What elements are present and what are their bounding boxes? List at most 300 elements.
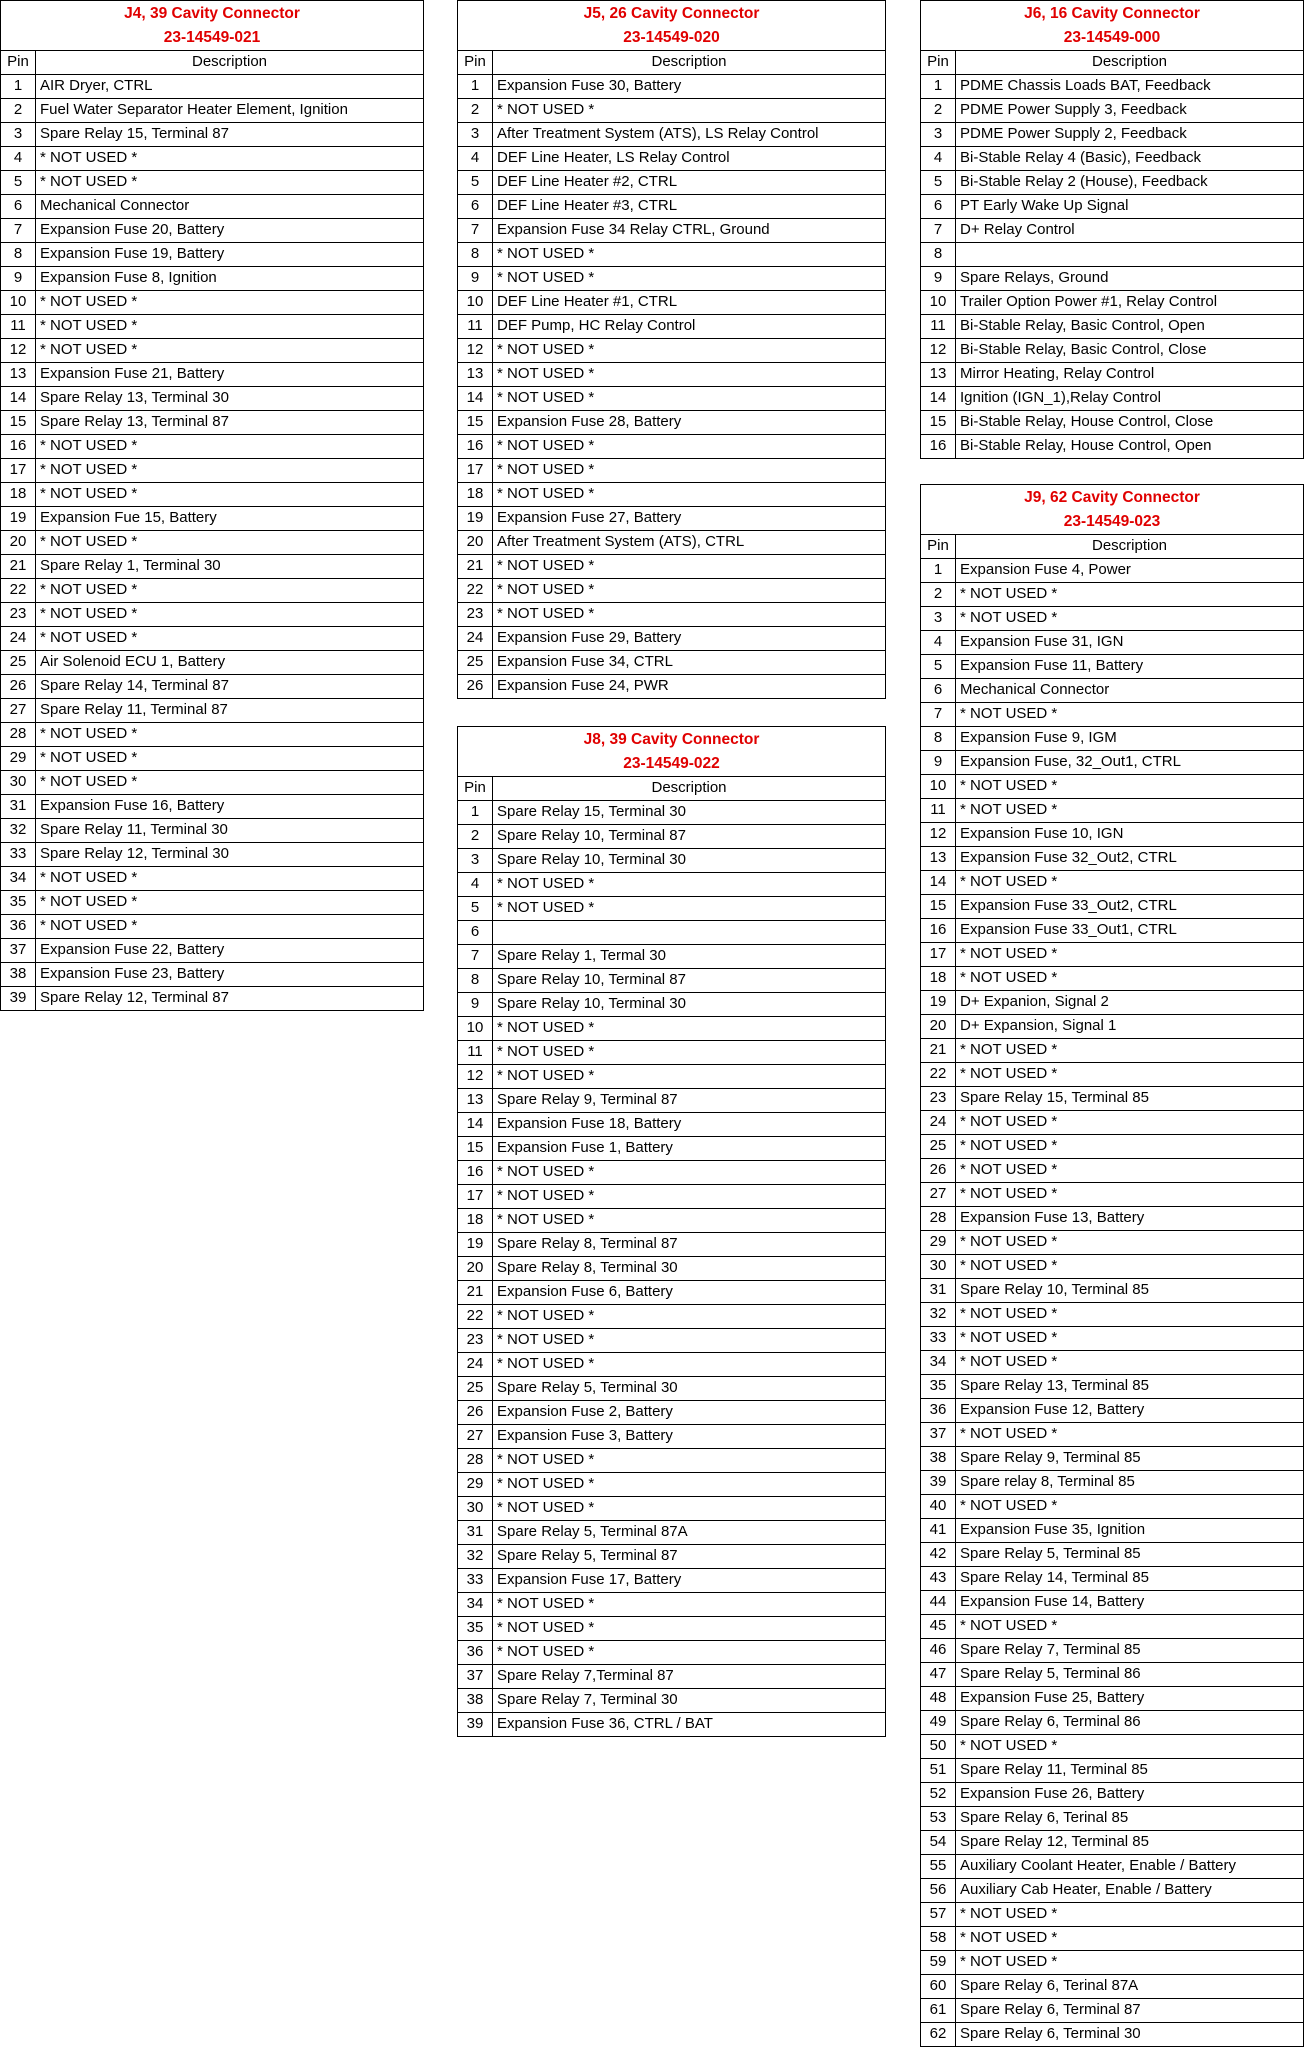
pin-number: 23	[921, 1087, 956, 1110]
pin-description: Expansion Fuse 29, Battery	[497, 629, 682, 646]
pin-row	[458, 291, 885, 315]
description-column-header: Description	[1091, 537, 1168, 554]
pin-number: 13	[458, 1089, 493, 1112]
pin-row	[921, 1927, 1303, 1951]
pin-description: * NOT USED *	[497, 269, 595, 286]
pin-number: 1	[458, 801, 493, 824]
pin-number: 20	[921, 1015, 956, 1038]
pin-description: * NOT USED *	[497, 437, 595, 454]
pin-number: 7	[921, 219, 956, 242]
pin-number: 2	[458, 99, 493, 122]
pin-number: 19	[921, 991, 956, 1014]
pin-row	[921, 1471, 1303, 1495]
pin-description: * NOT USED *	[497, 1163, 595, 1180]
pin-description: Spare Relay 11, Terminal 87	[40, 701, 228, 718]
pin-rows	[921, 559, 1303, 2047]
pin-row	[921, 1423, 1303, 1447]
pin-description: Expansion Fuse 30, Battery	[497, 77, 682, 94]
connector-title: J8, 39 Cavity Connector	[583, 730, 760, 748]
pin-description: * NOT USED *	[40, 317, 138, 334]
pin-number: 4	[458, 873, 493, 896]
pin-number: 13	[921, 847, 956, 870]
pin-description: Spare Relays, Ground	[960, 269, 1109, 286]
pin-number: 34	[921, 1351, 956, 1374]
pin-number: 5	[458, 897, 493, 920]
pin-number: 30	[1, 771, 36, 794]
pin-row	[458, 1329, 885, 1353]
pin-row	[458, 1161, 885, 1185]
pin-row	[458, 1665, 885, 1689]
connector-title: J5, 26 Cavity Connector	[583, 4, 760, 22]
connector-part-number: 23-14549-023	[1063, 512, 1161, 530]
pin-row	[921, 75, 1303, 99]
pin-number: 30	[458, 1497, 493, 1520]
pin-row	[921, 1951, 1303, 1975]
pin-row	[1, 771, 423, 795]
pin-description: Spare Relay 8, Terminal 87	[497, 1235, 678, 1252]
pin-column-header: Pin	[458, 777, 493, 800]
pin-description: * NOT USED *	[40, 437, 138, 454]
pin-description: Mechanical Connector	[960, 681, 1110, 698]
pin-number: 20	[458, 531, 493, 554]
pin-row	[458, 1593, 885, 1617]
pin-row	[921, 703, 1303, 727]
pin-description: Spare Relay 5, Terminal 30	[497, 1379, 678, 1396]
pin-number: 10	[921, 291, 956, 314]
pin-description: Spare Relay 6, Terminal 87	[960, 2001, 1141, 2018]
pin-description: * NOT USED *	[40, 749, 138, 766]
pin-number: 2	[1, 99, 36, 122]
pin-row	[921, 1063, 1303, 1087]
connector-table-j6	[920, 0, 1304, 459]
pin-description: * NOT USED *	[40, 869, 138, 886]
pin-number: 44	[921, 1591, 956, 1614]
pin-description: * NOT USED *	[960, 1305, 1058, 1322]
pin-description: Spare Relay 10, Terminal 30	[497, 851, 686, 868]
pin-rows	[458, 75, 885, 699]
pin-row	[1, 267, 423, 291]
pin-row	[921, 631, 1303, 655]
pin-number: 53	[921, 1807, 956, 1830]
pin-row	[921, 1711, 1303, 1735]
pin-number: 25	[458, 651, 493, 674]
pin-number: 16	[921, 435, 956, 458]
pin-number: 41	[921, 1519, 956, 1542]
pin-row	[458, 1233, 885, 1257]
pin-number: 25	[1, 651, 36, 674]
pin-description: * NOT USED *	[960, 1137, 1058, 1154]
pin-row	[921, 171, 1303, 195]
column-header-row	[921, 535, 1303, 559]
pin-description: Air Solenoid ECU 1, Battery	[40, 653, 226, 670]
pin-description: Mechanical Connector	[40, 197, 190, 214]
pin-number: 36	[1, 915, 36, 938]
pin-row	[921, 559, 1303, 583]
pin-description: Expansion Fuse 36, CTRL / BAT	[497, 1715, 713, 1732]
pin-row	[1, 915, 423, 939]
pin-number: 23	[458, 1329, 493, 1352]
pin-number: 55	[921, 1855, 956, 1878]
connector-header	[458, 727, 885, 777]
pin-row	[458, 675, 885, 699]
pin-number: 1	[921, 559, 956, 582]
pin-description: * NOT USED *	[40, 581, 138, 598]
pin-description: Spare Relay 7, Terminal 85	[960, 1641, 1141, 1658]
pin-number: 15	[921, 411, 956, 434]
pin-number: 40	[921, 1495, 956, 1518]
pin-description: * NOT USED *	[960, 777, 1058, 794]
pin-row	[458, 339, 885, 363]
pin-row	[458, 1689, 885, 1713]
pin-number: 60	[921, 1975, 956, 1998]
pin-row	[458, 1641, 885, 1665]
pin-description: * NOT USED *	[497, 581, 595, 598]
pin-row	[921, 1015, 1303, 1039]
pin-description: Spare Relay 12, Terminal 87	[40, 989, 229, 1006]
pin-number: 28	[458, 1449, 493, 1472]
pin-description: Spare Relay 11, Terminal 30	[40, 821, 228, 838]
pin-row	[921, 1039, 1303, 1063]
pin-row	[921, 1159, 1303, 1183]
pin-row	[458, 459, 885, 483]
pin-description: PDME Chassis Loads BAT, Feedback	[960, 77, 1211, 94]
pin-row	[921, 339, 1303, 363]
pin-row	[1, 507, 423, 531]
pin-description: Expansion Fuse 33_Out1, CTRL	[960, 921, 1177, 938]
pin-number: 14	[921, 871, 956, 894]
pin-number: 3	[458, 123, 493, 146]
connector-part-number: 23-14549-021	[163, 28, 261, 46]
pin-row	[921, 2023, 1303, 2047]
pin-description: Spare Relay 5, Terminal 86	[960, 1665, 1141, 1682]
pin-description: * NOT USED *	[40, 629, 138, 646]
pin-number: 10	[1, 291, 36, 314]
pin-description: Expansion Fuse 13, Battery	[960, 1209, 1145, 1226]
pin-description: DEF Pump, HC Relay Control	[497, 317, 696, 334]
pin-description: * NOT USED *	[497, 1451, 595, 1468]
pin-description: Spare Relay 13, Terminal 85	[960, 1377, 1149, 1394]
pin-number: 20	[458, 1257, 493, 1280]
pin-number: 18	[458, 1209, 493, 1232]
pin-row	[458, 1377, 885, 1401]
pin-row	[458, 1017, 885, 1041]
pin-description	[956, 243, 1303, 266]
pin-number: 16	[458, 435, 493, 458]
pin-row	[921, 607, 1303, 631]
pin-number: 33	[1, 843, 36, 866]
pin-number: 13	[921, 363, 956, 386]
pin-number: 39	[1, 987, 36, 1010]
pin-number: 27	[458, 1425, 493, 1448]
pin-column-header: Pin	[1, 51, 36, 74]
pin-row	[458, 579, 885, 603]
pin-description: * NOT USED *	[497, 605, 595, 622]
pin-row	[458, 801, 885, 825]
pin-number: 17	[458, 1185, 493, 1208]
pin-number: 54	[921, 1831, 956, 1854]
pin-number: 57	[921, 1903, 956, 1926]
pin-description: Expansion Fuse 24, PWR	[497, 677, 669, 694]
pin-description: Trailer Option Power #1, Relay Control	[960, 293, 1218, 310]
pin-number: 26	[1, 675, 36, 698]
column-header-row	[458, 51, 885, 75]
pin-description: Spare Relay 7,Terminal 87	[497, 1667, 674, 1684]
pin-row	[1, 243, 423, 267]
pin-row	[1, 747, 423, 771]
pin-row	[1, 603, 423, 627]
pin-row	[458, 243, 885, 267]
pin-number: 11	[921, 315, 956, 338]
pin-number: 14	[921, 387, 956, 410]
pin-row	[458, 1305, 885, 1329]
pin-number: 15	[458, 1137, 493, 1160]
pin-description: * NOT USED *	[497, 1475, 595, 1492]
pin-description: Auxiliary Coolant Heater, Enable / Battery	[960, 1857, 1236, 1874]
pin-number: 48	[921, 1687, 956, 1710]
pin-number: 39	[458, 1713, 493, 1736]
pin-number: 8	[921, 727, 956, 750]
connector-header	[1, 1, 423, 51]
pin-row	[458, 1713, 885, 1737]
pin-row	[1, 987, 423, 1011]
pin-number: 20	[1, 531, 36, 554]
pin-number: 21	[458, 1281, 493, 1304]
pin-number: 14	[458, 387, 493, 410]
pin-number: 17	[458, 459, 493, 482]
pin-description: * NOT USED *	[40, 893, 138, 910]
pin-description: * NOT USED *	[40, 605, 138, 622]
pin-number: 50	[921, 1735, 956, 1758]
pin-description: Expansion Fuse 3, Battery	[497, 1427, 673, 1444]
pin-row	[921, 1447, 1303, 1471]
pin-description: DEF Line Heater #2, CTRL	[497, 173, 678, 190]
pin-row	[1, 723, 423, 747]
pin-number: 34	[458, 1593, 493, 1616]
pin-description: * NOT USED *	[960, 1953, 1058, 1970]
pin-description: AIR Dryer, CTRL	[40, 77, 153, 94]
pin-description: Spare Relay 10, Terminal 87	[497, 827, 686, 844]
pin-row	[921, 411, 1303, 435]
pin-row	[1, 363, 423, 387]
pin-description: Ignition (IGN_1),Relay Control	[960, 389, 1161, 406]
pin-row	[1, 435, 423, 459]
pin-description: Expansion Fuse 34 Relay CTRL, Ground	[497, 221, 770, 238]
pin-number: 7	[458, 945, 493, 968]
pin-number: 16	[1, 435, 36, 458]
pin-row	[458, 267, 885, 291]
pin-number: 11	[458, 1041, 493, 1064]
connector-table-j8	[457, 726, 886, 1737]
pin-row	[921, 1495, 1303, 1519]
pin-number: 8	[458, 243, 493, 266]
pin-description: * NOT USED *	[960, 1737, 1058, 1754]
pin-description: * NOT USED *	[497, 557, 595, 574]
pin-description: * NOT USED *	[40, 173, 138, 190]
pin-description: Expansion Fuse 32_Out2, CTRL	[960, 849, 1177, 866]
pin-description: Expansion Fuse 9, IGM	[960, 729, 1117, 746]
pin-row	[921, 1639, 1303, 1663]
pin-number: 4	[1, 147, 36, 170]
pin-number: 4	[921, 147, 956, 170]
pin-number: 61	[921, 1999, 956, 2022]
pin-row	[921, 1207, 1303, 1231]
pin-number: 38	[921, 1447, 956, 1470]
pin-description: * NOT USED *	[497, 875, 595, 892]
pin-description: Spare Relay 9, Terminal 85	[960, 1449, 1141, 1466]
pin-row	[921, 123, 1303, 147]
pin-description: Spare Relay 9, Terminal 87	[497, 1091, 678, 1108]
pin-description: * NOT USED *	[497, 1067, 595, 1084]
column-header-row	[1, 51, 423, 75]
pin-number: 26	[458, 675, 493, 698]
pin-description: Expansion Fuse 2, Battery	[497, 1403, 673, 1420]
pin-number: 47	[921, 1663, 956, 1686]
pin-description: Expansion Fue 15, Battery	[40, 509, 217, 526]
pin-row	[921, 1519, 1303, 1543]
pin-row	[458, 897, 885, 921]
pin-description: * NOT USED *	[497, 1595, 595, 1612]
connector-header	[921, 1, 1303, 51]
pin-row	[458, 1209, 885, 1233]
pin-description: * NOT USED *	[497, 341, 595, 358]
pin-description: * NOT USED *	[960, 1353, 1058, 1370]
pin-number: 24	[458, 1353, 493, 1376]
pin-number: 18	[921, 967, 956, 990]
pin-description: * NOT USED *	[40, 461, 138, 478]
pin-number: 6	[1, 195, 36, 218]
pin-row	[458, 75, 885, 99]
pin-description: Bi-Stable Relay, Basic Control, Close	[960, 341, 1207, 358]
pin-number: 39	[921, 1471, 956, 1494]
pin-row	[1, 579, 423, 603]
pin-row	[1, 939, 423, 963]
pin-number: 12	[458, 1065, 493, 1088]
pin-row	[1, 555, 423, 579]
pin-number: 29	[458, 1473, 493, 1496]
pin-description: Expansion Fuse 22, Battery	[40, 941, 225, 958]
pin-number: 26	[921, 1159, 956, 1182]
pin-description: DEF Line Heater #1, CTRL	[497, 293, 678, 310]
pin-description: * NOT USED *	[497, 1043, 595, 1060]
pin-row	[1, 99, 423, 123]
pin-row	[921, 583, 1303, 607]
pin-row	[921, 727, 1303, 751]
pin-description: Expansion Fuse 12, Battery	[960, 1401, 1145, 1418]
pin-row	[921, 1567, 1303, 1591]
pin-description: Expansion Fuse 20, Battery	[40, 221, 225, 238]
pin-number: 5	[921, 655, 956, 678]
pin-description: Bi-Stable Relay 2 (House), Feedback	[960, 173, 1208, 190]
pin-description: Spare Relay 14, Terminal 87	[40, 677, 229, 694]
pin-row	[458, 1113, 885, 1137]
pin-number: 51	[921, 1759, 956, 1782]
pin-number: 15	[458, 411, 493, 434]
connector-table-j9	[920, 484, 1304, 2047]
pin-number: 9	[921, 751, 956, 774]
pin-number: 42	[921, 1543, 956, 1566]
pin-description: * NOT USED *	[960, 1257, 1058, 1274]
pin-row	[1, 339, 423, 363]
pin-description: Expansion Fuse 16, Battery	[40, 797, 225, 814]
pin-number: 12	[921, 823, 956, 846]
pin-description: Expansion Fuse 4, Power	[960, 561, 1131, 578]
pin-row	[921, 1759, 1303, 1783]
pin-rows	[458, 801, 885, 1737]
pin-row	[921, 1279, 1303, 1303]
pin-row	[921, 1231, 1303, 1255]
pin-description: Expansion Fuse 26, Battery	[960, 1785, 1145, 1802]
pin-description: Expansion Fuse 6, Battery	[497, 1283, 673, 1300]
pin-row	[1, 699, 423, 723]
pin-row	[921, 1735, 1303, 1759]
pin-number: 3	[921, 607, 956, 630]
pin-number: 9	[921, 267, 956, 290]
pin-description: Expansion Fuse 27, Battery	[497, 509, 682, 526]
pin-number: 15	[921, 895, 956, 918]
connector-part-number: 23-14549-022	[623, 754, 720, 772]
pin-number: 33	[458, 1569, 493, 1592]
pin-row	[921, 1375, 1303, 1399]
pin-rows	[921, 75, 1303, 459]
pin-description: * NOT USED *	[497, 1355, 595, 1372]
pin-row	[921, 1783, 1303, 1807]
connector-table-j4	[0, 0, 424, 1011]
pin-number: 56	[921, 1879, 956, 1902]
pin-number: 43	[921, 1567, 956, 1590]
pin-row	[1, 627, 423, 651]
pin-row	[1, 867, 423, 891]
pin-number: 6	[921, 679, 956, 702]
pin-row	[1, 75, 423, 99]
pin-description: * NOT USED *	[497, 899, 595, 916]
pin-description: * NOT USED *	[960, 705, 1058, 722]
pin-row	[458, 1185, 885, 1209]
pin-number: 37	[1, 939, 36, 962]
pin-row	[458, 1545, 885, 1569]
pin-row	[458, 99, 885, 123]
pin-description: Spare Relay 12, Terminal 85	[960, 1833, 1149, 1850]
pin-description: * NOT USED *	[960, 1233, 1058, 1250]
pin-number: 21	[1, 555, 36, 578]
pin-number: 28	[921, 1207, 956, 1230]
pin-number: 36	[921, 1399, 956, 1422]
pin-row	[1, 483, 423, 507]
pin-description: * NOT USED *	[960, 873, 1058, 890]
pin-number: 8	[458, 969, 493, 992]
pin-description: Expansion Fuse 28, Battery	[497, 413, 682, 430]
pin-description: * NOT USED *	[497, 1643, 595, 1660]
pin-description: PT Early Wake Up Signal	[960, 197, 1129, 214]
pin-number: 12	[921, 339, 956, 362]
pin-description: Bi-Stable Relay, Basic Control, Open	[960, 317, 1205, 334]
pin-row	[921, 1255, 1303, 1279]
pin-row	[1, 651, 423, 675]
pin-number: 29	[1, 747, 36, 770]
pin-description: Expansion Fuse 33_Out2, CTRL	[960, 897, 1177, 914]
connector-header	[458, 1, 885, 51]
pin-row	[1, 891, 423, 915]
connector-title: J4, 39 Cavity Connector	[124, 4, 300, 22]
pin-number: 37	[458, 1665, 493, 1688]
pin-description: Expansion Fuse 25, Battery	[960, 1689, 1145, 1706]
pin-row	[458, 651, 885, 675]
connector-title: J9, 62 Cavity Connector	[1024, 488, 1200, 506]
pin-number: 45	[921, 1615, 956, 1638]
pin-row	[458, 969, 885, 993]
pin-row	[921, 1663, 1303, 1687]
pin-number: 19	[458, 1233, 493, 1256]
pin-row	[921, 363, 1303, 387]
